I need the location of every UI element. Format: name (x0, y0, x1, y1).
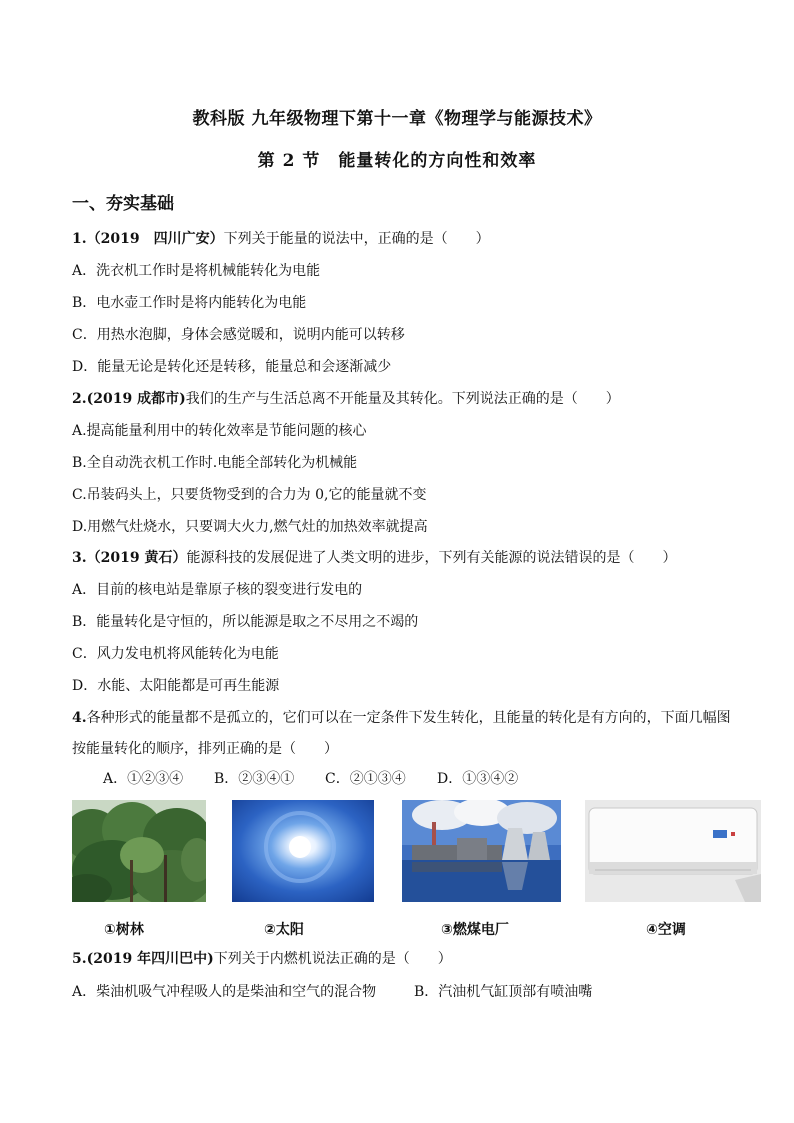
question-text: 能源科技的发展促进了人类文明的进步，下列有关能源的说法错误的是（ ） (186, 550, 677, 566)
question-text: 下列关于能量的说法中，正确的是（ ） (223, 231, 490, 247)
question-2-option-d: D.用燃气灶烧水，只要调大火力,燃气灶的加热效率就提高 (72, 519, 428, 535)
forest-image (72, 800, 206, 902)
question-number: 4. (72, 710, 87, 726)
question-source: (2019 成都市) (86, 391, 186, 407)
document-title: 教科版 九年级物理下第十一章《物理学与能源技术》 (192, 109, 602, 129)
question-source: （2019 四川广安） (86, 231, 224, 247)
question-text: 下列关于内燃机说法正确的是（ ） (213, 951, 452, 967)
section-subtitle: 第 2 节 能量转化的方向性和效率 (257, 151, 537, 171)
power-plant-image (402, 800, 561, 902)
question-1-option-d: D．能量无论是转化还是转移，能量总和会逐渐减少 (72, 359, 392, 375)
air-conditioner-image (585, 800, 761, 902)
question-2-stem (72, 390, 620, 408)
question-3-option-c: C．风力发电机将风能转化为电能 (72, 646, 279, 662)
question-1-option-a: A．洗衣机工作时是将机械能转化为电能 (72, 263, 321, 279)
sun-image (232, 800, 374, 902)
question-4-option-c: C．②①③④ (325, 771, 406, 787)
question-2-option-b: B.全自动洗衣机工作时.电能全部转化为机械能 (72, 455, 358, 471)
question-5-stem (72, 950, 452, 968)
question-4-option-b: B．②③④① (214, 771, 295, 787)
question-1-stem (72, 230, 490, 248)
caption-forest: ①树林 (104, 922, 144, 938)
question-4-stem-line1 (72, 709, 731, 727)
caption-power-plant: ③燃煤电厂 (441, 922, 509, 938)
question-4-stem-line2: 按能量转化的顺序，排列正确的是（ ） (72, 741, 338, 757)
question-4-options (103, 768, 518, 788)
question-5-options-row (72, 981, 592, 1001)
question-4-option-a: A．①②③④ (103, 771, 184, 787)
question-number: 3. (72, 550, 87, 566)
question-source: （2019 黄石） (86, 550, 187, 566)
question-source: (2019 年四川巴中) (86, 951, 214, 967)
question-text: 各种形式的能量都不是孤立的，它们可以在一定条件下发生转化，且能量的转化是有方向的，下面几幅图 (86, 710, 731, 726)
question-3-option-d: D．水能、太阳能都是可再生能源 (72, 678, 280, 694)
question-2-option-c: C.吊装码头上，只要货物受到的合力为 0,它的能量就不变 (72, 487, 427, 503)
section-heading: 一、夯实基础 (72, 194, 174, 214)
caption-air-conditioner: ④空调 (646, 922, 686, 938)
question-1-option-b: B．电水壶工作时是将内能转化为电能 (72, 295, 307, 311)
question-number: 2. (72, 391, 87, 407)
question-1-option-c: C．用热水泡脚，身体会感觉暖和，说明内能可以转移 (72, 327, 405, 343)
question-3-stem (72, 549, 676, 567)
question-3-option-a: A．目前的核电站是靠原子核的裂变进行发电的 (72, 582, 363, 598)
question-3-option-b: B．能量转化是守恒的，所以能源是取之不尽用之不竭的 (72, 614, 419, 630)
question-text: 我们的生产与生活总离不开能量及其转化。下列说法正确的是（ ） (185, 391, 620, 407)
question-number: 5. (72, 951, 87, 967)
question-5-option-b: B．汽油机气缸顶部有喷油嘴 (414, 984, 593, 1000)
caption-sun: ②太阳 (264, 922, 304, 938)
question-4-option-d: D．①③④② (437, 771, 519, 787)
question-2-option-a: A.提高能量利用中的转化效率是节能问题的核心 (72, 423, 367, 439)
question-5-option-a: A．柴油机吸气冲程吸人的是柴油和空气的混合物 (72, 984, 377, 1000)
question-number: 1. (72, 231, 87, 247)
